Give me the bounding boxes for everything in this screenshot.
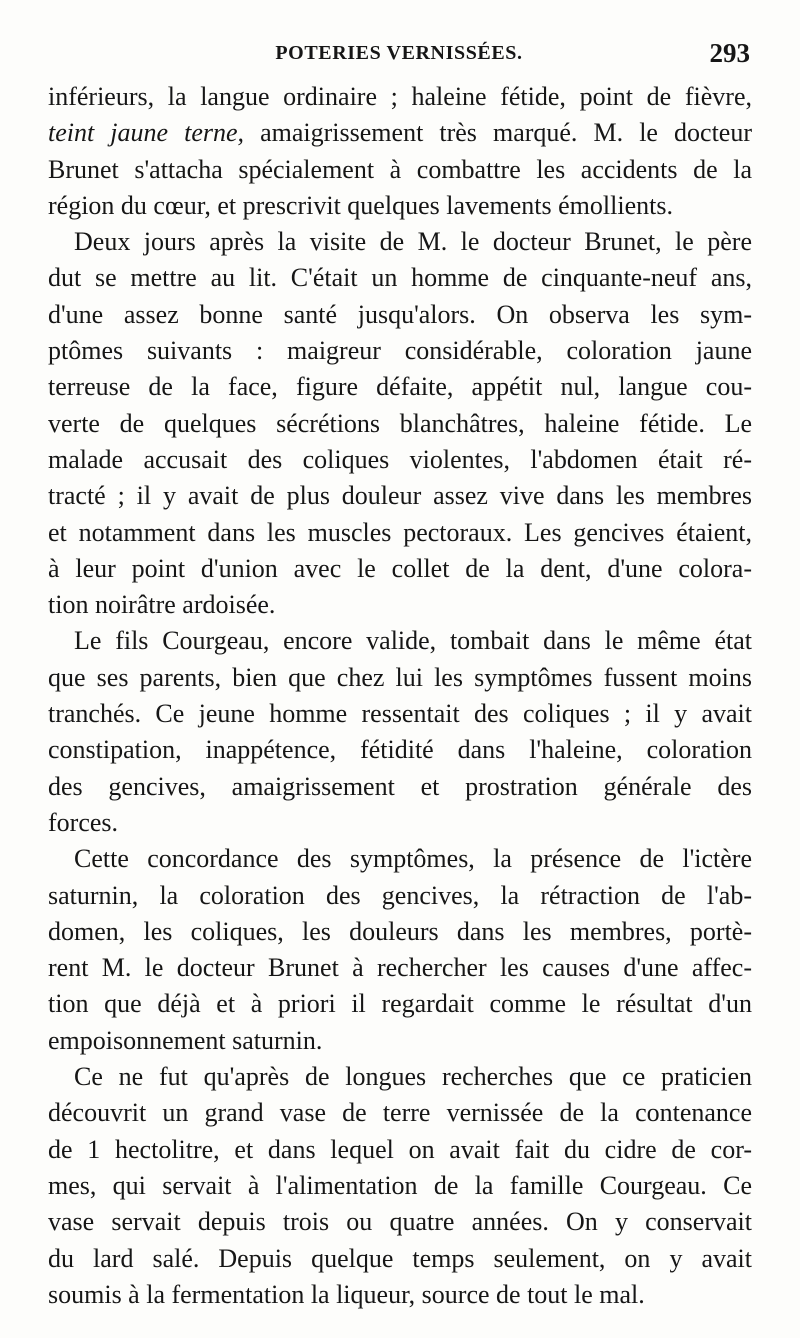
text-line: forces. <box>48 807 119 837</box>
text-line: découvrit un grand vase de terre vernissée de la contenance <box>48 1098 752 1128</box>
text-line: mes, qui servait à l'alimentation de la famille Courgeau. Ce <box>48 1170 752 1200</box>
page-header <box>48 38 750 72</box>
text-line: constipation, inappétence, fétidité dans l'haleine, coloration <box>48 735 752 765</box>
text-segment: amaigrissement très marqué. M. le docteur <box>244 118 752 148</box>
text-line: terreuse de la face, figure défaite, appétit nul, langue cou- <box>48 372 752 402</box>
text-line: vase servait depuis trois ou quatre années. On y conservait <box>48 1207 752 1237</box>
text-line: ptômes suivants : maigreur considérable, coloration jaune <box>48 336 752 366</box>
text-line: domen, les coliques, les douleurs dans les membres, portè- <box>48 916 752 946</box>
paragraph <box>48 623 752 841</box>
body-text <box>48 79 752 1313</box>
text-line: des gencives, amaigrissement et prostration générale des <box>48 771 752 801</box>
text-line: tion que déjà et à priori il regardait comme le résultat d'un <box>48 989 752 1019</box>
text-line: tracté ; il y avait de plus douleur assez vive dans les membres <box>48 481 752 511</box>
text-line: dut se mettre au lit. C'était un homme de cinquante-neuf ans, <box>48 263 752 293</box>
page-number: 293 <box>709 38 750 68</box>
paragraph <box>48 1059 752 1313</box>
text-line: malade accusait des coliques violentes, l'abdomen était ré- <box>48 444 752 474</box>
text-line: inférieurs, la langue ordinaire ; haleine fétide, point de fièvre, <box>48 82 752 111</box>
text-line: région du cœur, et prescrivit quelques lavements émollients. <box>48 190 673 220</box>
text-line: que ses parents, bien que chez lui les symptômes fussent moins <box>48 662 752 692</box>
text-line: verte de quelques sécrétions blanchâtres, haleine fétide. Le <box>48 408 752 438</box>
text-line: de 1 hectolitre, et dans lequel on avait fait du cidre de cor- <box>48 1134 752 1164</box>
text-line: empoisonnement saturnin. <box>48 1025 323 1055</box>
text-line: Brunet s'attacha spécialement à combattre les accidents de la <box>48 154 752 184</box>
paragraph <box>48 224 752 623</box>
text-line: saturnin, la coloration des gencives, la rétraction de l'ab- <box>48 880 752 910</box>
text-line: Le fils Courgeau, encore valide, tombait dans le même état <box>74 626 752 656</box>
text-line <box>48 115 752 151</box>
text-line: du lard salé. Depuis quelque temps seulement, on y avait <box>48 1243 752 1273</box>
text-line: Cette concordance des symptômes, la présence de l'ictère <box>74 844 752 874</box>
text-line: Ce ne fut qu'après de longues recherches que ce praticien <box>74 1062 752 1092</box>
text-line: d'une assez bonne santé jusqu'alors. On observa les sym- <box>48 299 752 329</box>
text-line: tion noirâtre ardoisée. <box>48 590 276 620</box>
text-line: tranchés. Ce jeune homme ressentait des coliques ; il y avait <box>48 699 752 729</box>
italic-phrase: teint jaune terne, <box>48 118 245 148</box>
text-line: rent M. le docteur Brunet à rechercher les causes d'une affec- <box>48 953 752 983</box>
text-line: à leur point d'union avec le collet de la dent, d'une colora- <box>48 553 752 583</box>
text-line: soumis à la fermentation la liqueur, source de tout le mal. <box>48 1279 645 1309</box>
paragraph <box>48 79 752 224</box>
paragraph <box>48 841 752 1059</box>
running-title: POTERIES VERNISSÉES. <box>275 42 523 64</box>
text-line: et notamment dans les muscles pectoraux. Les gencives étaient, <box>48 517 752 547</box>
text-line: Deux jours après la visite de M. le docteur Brunet, le père <box>74 227 752 257</box>
